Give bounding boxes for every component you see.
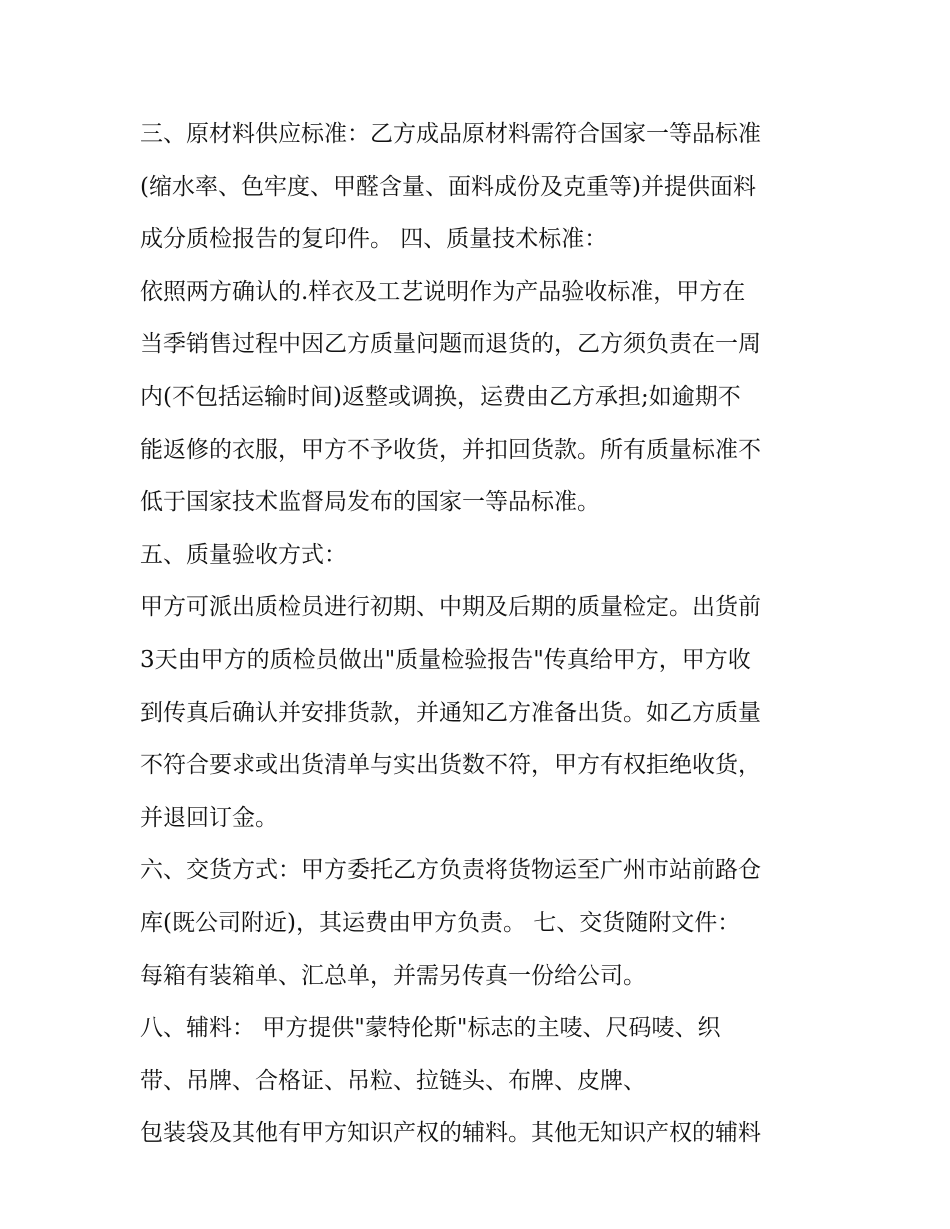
text-line: 到传真后确认并安排货款，并通知乙方准备出货。如乙方质量 — [140, 699, 761, 726]
text-line: 当季销售过程中因乙方质量问题而退货的，乙方须负责在一周 — [140, 331, 761, 358]
text-line: 甲方可派出质检员进行初期、中期及后期的质量检定。出货前 — [140, 594, 761, 621]
text-line: 依照两方确认的.样衣及工艺说明作为产品验收标准，甲方在 — [140, 278, 746, 305]
text-line: 3天由甲方的质检员做出"质量检验报告"传真给甲方，甲方收 — [140, 646, 751, 673]
text-line: (缩水率、色牢度、甲醛含量、面料成份及克重等)并提供面料 — [140, 173, 756, 200]
text-line: 包装袋及其他有甲方知识产权的辅料。其他无知识产权的辅料 — [140, 1120, 761, 1147]
text-line: 三、原材料供应标准：乙方成品原材料需符合国家一等品标准 — [140, 121, 761, 147]
text-line: 八、辅料： 甲方提供"蒙特伦斯"标志的主唛、尺码唛、织 — [140, 1015, 721, 1042]
text-line: 不符合要求或出货清单与实出货数不符，甲方有权拒绝收货， — [140, 752, 761, 779]
text-line: 能返修的衣服，甲方不予收货，并扣回货款。所有质量标准不 — [140, 436, 761, 463]
text-line: 六、交货方式：甲方委托乙方负责将货物运至广州市站前路仓 — [140, 857, 761, 884]
text-line: 并退回订金。 — [140, 804, 278, 831]
text-line: 每箱有装箱单、汇总单，并需另传真一份给公司。 — [140, 962, 646, 989]
document-body — [140, 108, 820, 1160]
text-line: 低于国家技术监督局发布的国家一等品标准。 — [140, 489, 600, 516]
text-line: 内(不包括运输时间)返整或调换，运费由乙方承担;如逾期不 — [140, 383, 741, 410]
text-line: 库(既公司附近)，其运费由甲方负责。 七、交货随附文件： — [140, 909, 741, 936]
text-line: 成分质检报告的复印件。 四、质量技术标准： — [140, 226, 608, 253]
text-line: 带、吊牌、合格证、吊粒、拉链头、布牌、皮牌、 — [140, 1067, 646, 1094]
text-line: 五、质量验收方式： — [140, 541, 347, 568]
